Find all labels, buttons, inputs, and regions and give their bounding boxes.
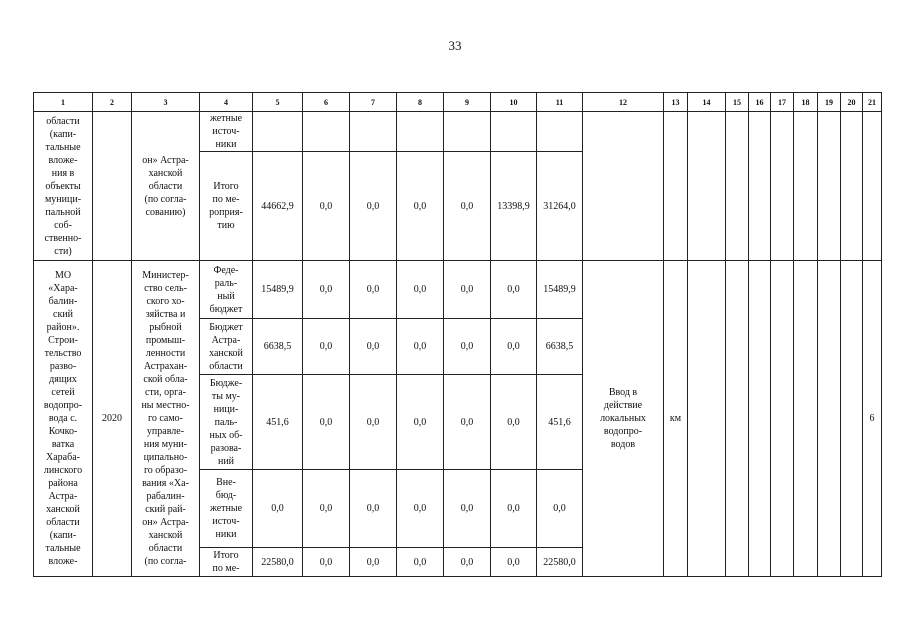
value-cell: 0,0 xyxy=(350,375,397,470)
funding-source-cell: жетные источ- ники xyxy=(200,112,253,152)
value-cell: 0,0 xyxy=(253,470,303,548)
indicator-cell xyxy=(726,261,749,577)
result-cell xyxy=(583,112,664,261)
indicator-cell xyxy=(688,112,726,261)
value-cell xyxy=(491,112,537,152)
value-cell: 0,0 xyxy=(397,375,444,470)
page-number: 33 xyxy=(448,38,462,53)
value-cell: 0,0 xyxy=(444,152,491,261)
value-cell: 0,0 xyxy=(397,261,444,319)
value-cell: 0,0 xyxy=(303,152,350,261)
executor-cell: Министер- ство сель- ского хо- зяйства и рыбной промыш- ленности Астрахан- ской обла- сти, орга- ны местно- го само- управле- ния муни- ципально- го образо- вания «Ха- рабалин- ский рай- он» Астра- ханской области (по согла- xyxy=(132,261,200,577)
activity-name-cell: МО «Хара- балин- ский район». Строи- тельство разво- дящих сетей водопро- вода с. Кочко- ватка Хараба- линского района Астра- ханской области (капи- тальные вложе- xyxy=(34,261,93,577)
value-cell: 0,0 xyxy=(444,319,491,375)
column-number: 11 xyxy=(537,93,583,112)
column-number: 10 xyxy=(491,93,537,112)
indicator-cell xyxy=(794,261,818,577)
column-number: 1 xyxy=(34,93,93,112)
value-cell: 0,0 xyxy=(303,319,350,375)
indicator-cell xyxy=(771,112,794,261)
value-cell: 22580,0 xyxy=(537,548,583,577)
value-cell: 0,0 xyxy=(397,319,444,375)
year-cell xyxy=(93,112,132,261)
value-cell: 0,0 xyxy=(491,548,537,577)
column-number: 9 xyxy=(444,93,491,112)
funding-source-cell: Бюдже- ты му- ници- паль- ных об- разова- ний xyxy=(200,375,253,470)
value-cell: 0,0 xyxy=(491,261,537,319)
indicator-cell xyxy=(794,112,818,261)
value-cell: 0,0 xyxy=(491,319,537,375)
unit-cell xyxy=(664,112,688,261)
year-cell: 2020 xyxy=(93,261,132,577)
column-number: 3 xyxy=(132,93,200,112)
indicator-cell xyxy=(749,112,771,261)
indicator-cell xyxy=(841,261,863,577)
value-cell: 0,0 xyxy=(537,470,583,548)
indicator-cell xyxy=(771,261,794,577)
indicator-cell xyxy=(749,261,771,577)
column-number-row xyxy=(34,93,882,112)
indicator-cell xyxy=(688,261,726,577)
executor-cell: он» Астра- ханской области (по согла- сованию) xyxy=(132,112,200,261)
table-row xyxy=(34,112,882,152)
unit-cell: км xyxy=(664,261,688,577)
column-number: 17 xyxy=(771,93,794,112)
value-cell: 0,0 xyxy=(491,375,537,470)
value-cell xyxy=(253,112,303,152)
indicator-cell xyxy=(818,112,841,261)
column-number: 2 xyxy=(93,93,132,112)
value-cell xyxy=(537,112,583,152)
column-number: 7 xyxy=(350,93,397,112)
column-number: 5 xyxy=(253,93,303,112)
table-row xyxy=(34,261,882,319)
column-number: 16 xyxy=(749,93,771,112)
value-cell: 0,0 xyxy=(444,375,491,470)
value-cell: 6638,5 xyxy=(537,319,583,375)
value-cell: 0,0 xyxy=(397,152,444,261)
program-table xyxy=(33,92,882,577)
column-number: 18 xyxy=(794,93,818,112)
indicator-cell xyxy=(818,261,841,577)
value-cell: 31264,0 xyxy=(537,152,583,261)
value-cell: 0,0 xyxy=(397,548,444,577)
column-number: 20 xyxy=(841,93,863,112)
value-cell: 451,6 xyxy=(537,375,583,470)
activity-name-cell: области (капи- тальные вложе- ния в объекты муници- пальной соб- ственно- сти) xyxy=(34,112,93,261)
value-cell: 0,0 xyxy=(350,152,397,261)
funding-source-cell: Вне- бюд- жетные источ- ники xyxy=(200,470,253,548)
value-cell: 15489,9 xyxy=(253,261,303,319)
value-cell: 0,0 xyxy=(444,548,491,577)
value-cell xyxy=(303,112,350,152)
value-cell: 44662,9 xyxy=(253,152,303,261)
value-cell: 0,0 xyxy=(444,470,491,548)
column-number: 8 xyxy=(397,93,444,112)
column-number: 21 xyxy=(863,93,882,112)
value-cell: 0,0 xyxy=(491,470,537,548)
value-cell: 0,0 xyxy=(303,261,350,319)
value-cell xyxy=(397,112,444,152)
funding-source-cell: Итого по ме- роприя- тию xyxy=(200,152,253,261)
indicator-cell xyxy=(726,112,749,261)
column-number: 12 xyxy=(583,93,664,112)
column-number: 14 xyxy=(688,93,726,112)
value-cell: 0,0 xyxy=(303,548,350,577)
indicator-cell: 6 xyxy=(863,261,882,577)
value-cell: 13398,9 xyxy=(491,152,537,261)
indicator-cell xyxy=(863,112,882,261)
value-cell: 22580,0 xyxy=(253,548,303,577)
result-cell: Ввод в действие локальных водопро- водов xyxy=(583,261,664,577)
value-cell: 0,0 xyxy=(350,319,397,375)
value-cell: 15489,9 xyxy=(537,261,583,319)
value-cell xyxy=(350,112,397,152)
value-cell: 0,0 xyxy=(303,375,350,470)
value-cell: 0,0 xyxy=(397,470,444,548)
value-cell: 451,6 xyxy=(253,375,303,470)
funding-source-cell: Бюджет Астра- ханской области xyxy=(200,319,253,375)
column-number: 4 xyxy=(200,93,253,112)
value-cell: 0,0 xyxy=(350,548,397,577)
column-number: 19 xyxy=(818,93,841,112)
value-cell: 0,0 xyxy=(303,470,350,548)
funding-source-cell: Итого по ме- xyxy=(200,548,253,577)
value-cell: 6638,5 xyxy=(253,319,303,375)
column-number: 6 xyxy=(303,93,350,112)
funding-source-cell: Феде- раль- ный бюджет xyxy=(200,261,253,319)
value-cell: 0,0 xyxy=(350,261,397,319)
column-number: 15 xyxy=(726,93,749,112)
indicator-cell xyxy=(841,112,863,261)
value-cell: 0,0 xyxy=(350,470,397,548)
value-cell: 0,0 xyxy=(444,261,491,319)
value-cell xyxy=(444,112,491,152)
column-number: 13 xyxy=(664,93,688,112)
